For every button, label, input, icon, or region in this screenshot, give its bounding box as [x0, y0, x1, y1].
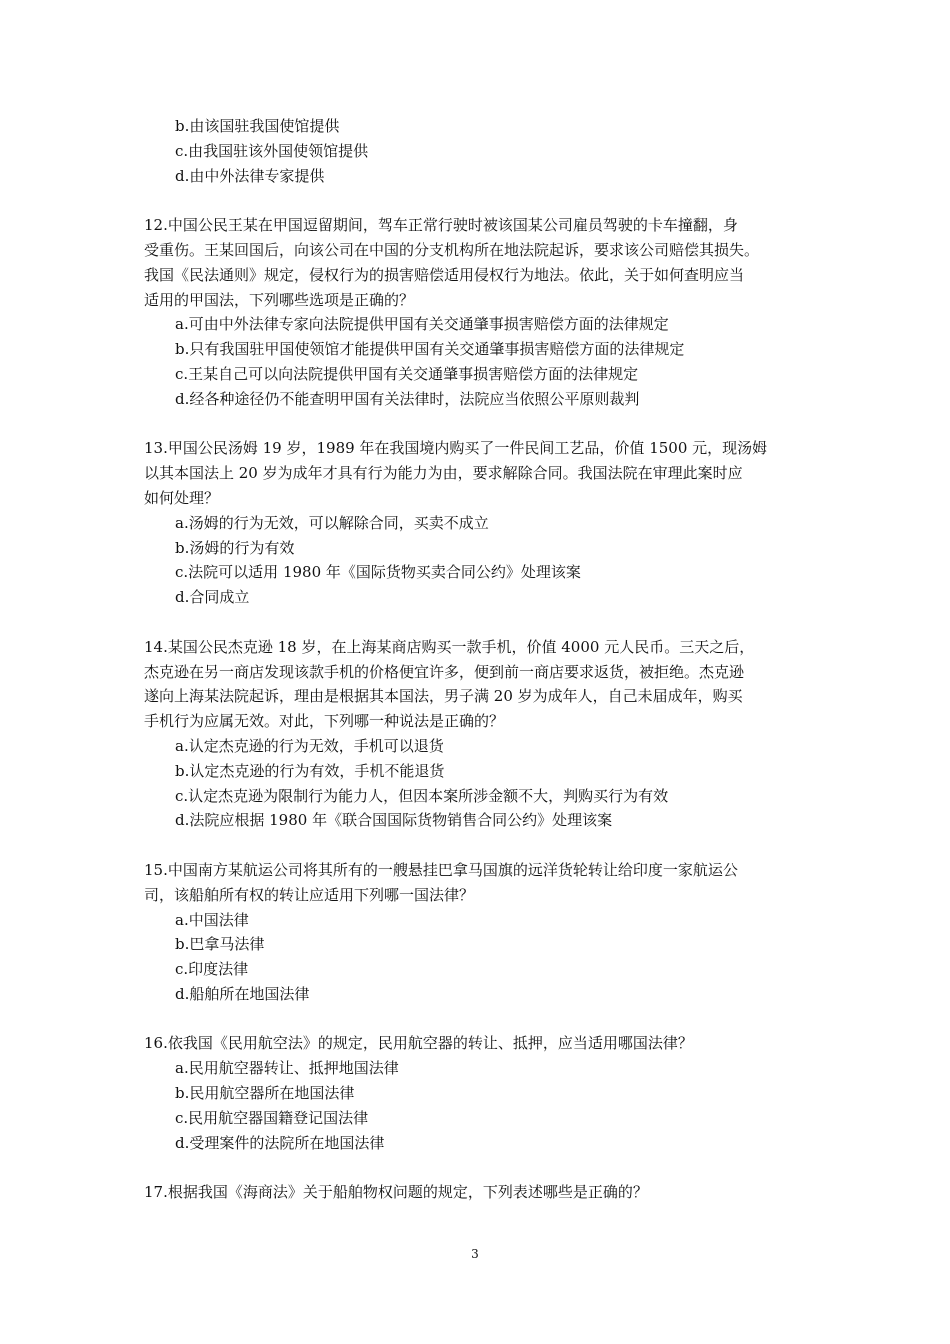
document-body: [144, 114, 816, 1205]
paragraph-gap: [144, 1155, 816, 1180]
answer-option: c.王某自己可以向法院提供甲国有关交通肇事损害赔偿方面的法律规定: [175, 364, 639, 383]
answer-option: a.可由中外法律专家向法院提供甲国有关交通肇事损害赔偿方面的法律规定: [175, 315, 669, 334]
answer-option: d.经各种途径仍不能查明甲国有关法律时，法院应当依照公平原则裁判: [175, 389, 640, 408]
answer-option: c.法院可以适用 1980 年《国际货物买卖合同公约》处理该案: [175, 563, 581, 582]
answer-option: b.民用航空器所在地国法律: [175, 1084, 355, 1103]
answer-option: a.认定杰克逊的行为无效，手机可以退货: [175, 736, 444, 755]
question-text-line: 以其本国法上 20 岁为成年才具有行为能力为由，要求解除合同。我国法院在审理此案时应: [144, 464, 743, 483]
answer-option: c.民用航空器国籍登记国法律: [175, 1108, 369, 1127]
answer-option: d.船舶所在地国法律: [175, 984, 310, 1003]
answer-option: d.受理案件的法院所在地国法律: [175, 1133, 385, 1152]
question-text-line: 13.甲国公民汤姆 19 岁，1989 年在我国境内购买了一件民间工艺品，价值 1500 元，现汤姆: [144, 439, 768, 458]
question-text-line: 手机行为应属无效。对此，下列哪一种说法是正确的？: [144, 712, 505, 731]
question-text-line: 12.中国公民王某在甲国逗留期间，驾车正常行驶时被该国某公司雇员驾驶的卡车撞翻，身: [144, 216, 738, 235]
answer-option: a.汤姆的行为无效，可以解除合同，买卖不成立: [175, 513, 489, 532]
question-text-line: 17.根据我国《海商法》关于船舶物权问题的规定，下列表述哪些是正确的？: [144, 1183, 648, 1202]
page-number: 3: [471, 1247, 479, 1261]
question-text-line: 遂向上海某法院起诉，理由是根据其本国法，男子满 20 岁为成年人，自己未届成年，购买: [144, 687, 743, 706]
question-text-line: 如何处理？: [144, 488, 220, 507]
question-text-line: 我国《民法通则》规定，侵权行为的损害赔偿适用侵权行为地法。依此，关于如何查明应当: [144, 265, 745, 284]
answer-option: d.由中外法律专家提供: [175, 166, 325, 185]
answer-option: c.印度法律: [175, 960, 249, 979]
paragraph-gap: [144, 188, 816, 213]
question-text-line: 受重伤。王某回国后，向该公司在中国的分支机构所在地法院起诉，要求该公司赔偿其损失。: [144, 240, 760, 259]
answer-option: b.认定杰克逊的行为有效，手机不能退货: [175, 761, 445, 780]
paragraph-gap: [144, 610, 816, 635]
question-text-line: 适用的甲国法，下列哪些选项是正确的？: [144, 290, 415, 309]
answer-option: d.法院应根据 1980 年《联合国国际货物销售合同公约》处理该案: [175, 811, 613, 830]
answer-option: c.由我国驻该外国使领馆提供: [175, 141, 369, 160]
answer-option: a.民用航空器转让、抵押地国法律: [175, 1059, 399, 1078]
question-text-line: 14.某国公民杰克逊 18 岁，在上海某商店购买一款手机，价值 4000 元人民币。三天之后，: [144, 637, 755, 656]
question-text-line: 16.依我国《民用航空法》的规定，民用航空器的转让、抵押，应当适用哪国法律？: [144, 1034, 693, 1053]
answer-option: b.巴拿马法律: [175, 935, 265, 954]
answer-option: a.中国法律: [175, 910, 249, 929]
answer-option: b.由该国驻我国使馆提供: [175, 117, 340, 135]
question-text-line: 杰克逊在另一商店发现该款手机的价格便宜许多，便到前一商店要求返货，被拒绝。杰克逊: [144, 662, 745, 681]
answer-option: c.认定杰克逊为限制行为能力人，但因本案所涉金额不大，判购买行为有效: [175, 786, 669, 805]
question-text-line: 司，该船舶所有权的转让应适用下列哪一国法律？: [144, 885, 475, 904]
answer-option: b.汤姆的行为有效: [175, 538, 295, 557]
paragraph-gap: [144, 1007, 816, 1032]
paragraph-gap: [144, 412, 816, 437]
answer-option: d.合同成立: [175, 588, 250, 607]
paragraph-gap: [144, 833, 816, 858]
answer-option: b.只有我国驻甲国使领馆才能提供甲国有关交通肇事损害赔偿方面的法律规定: [175, 340, 685, 359]
question-text-line: 15.中国南方某航运公司将其所有的一艘悬挂巴拿马国旗的远洋货轮转让给印度一家航运公: [144, 860, 738, 879]
